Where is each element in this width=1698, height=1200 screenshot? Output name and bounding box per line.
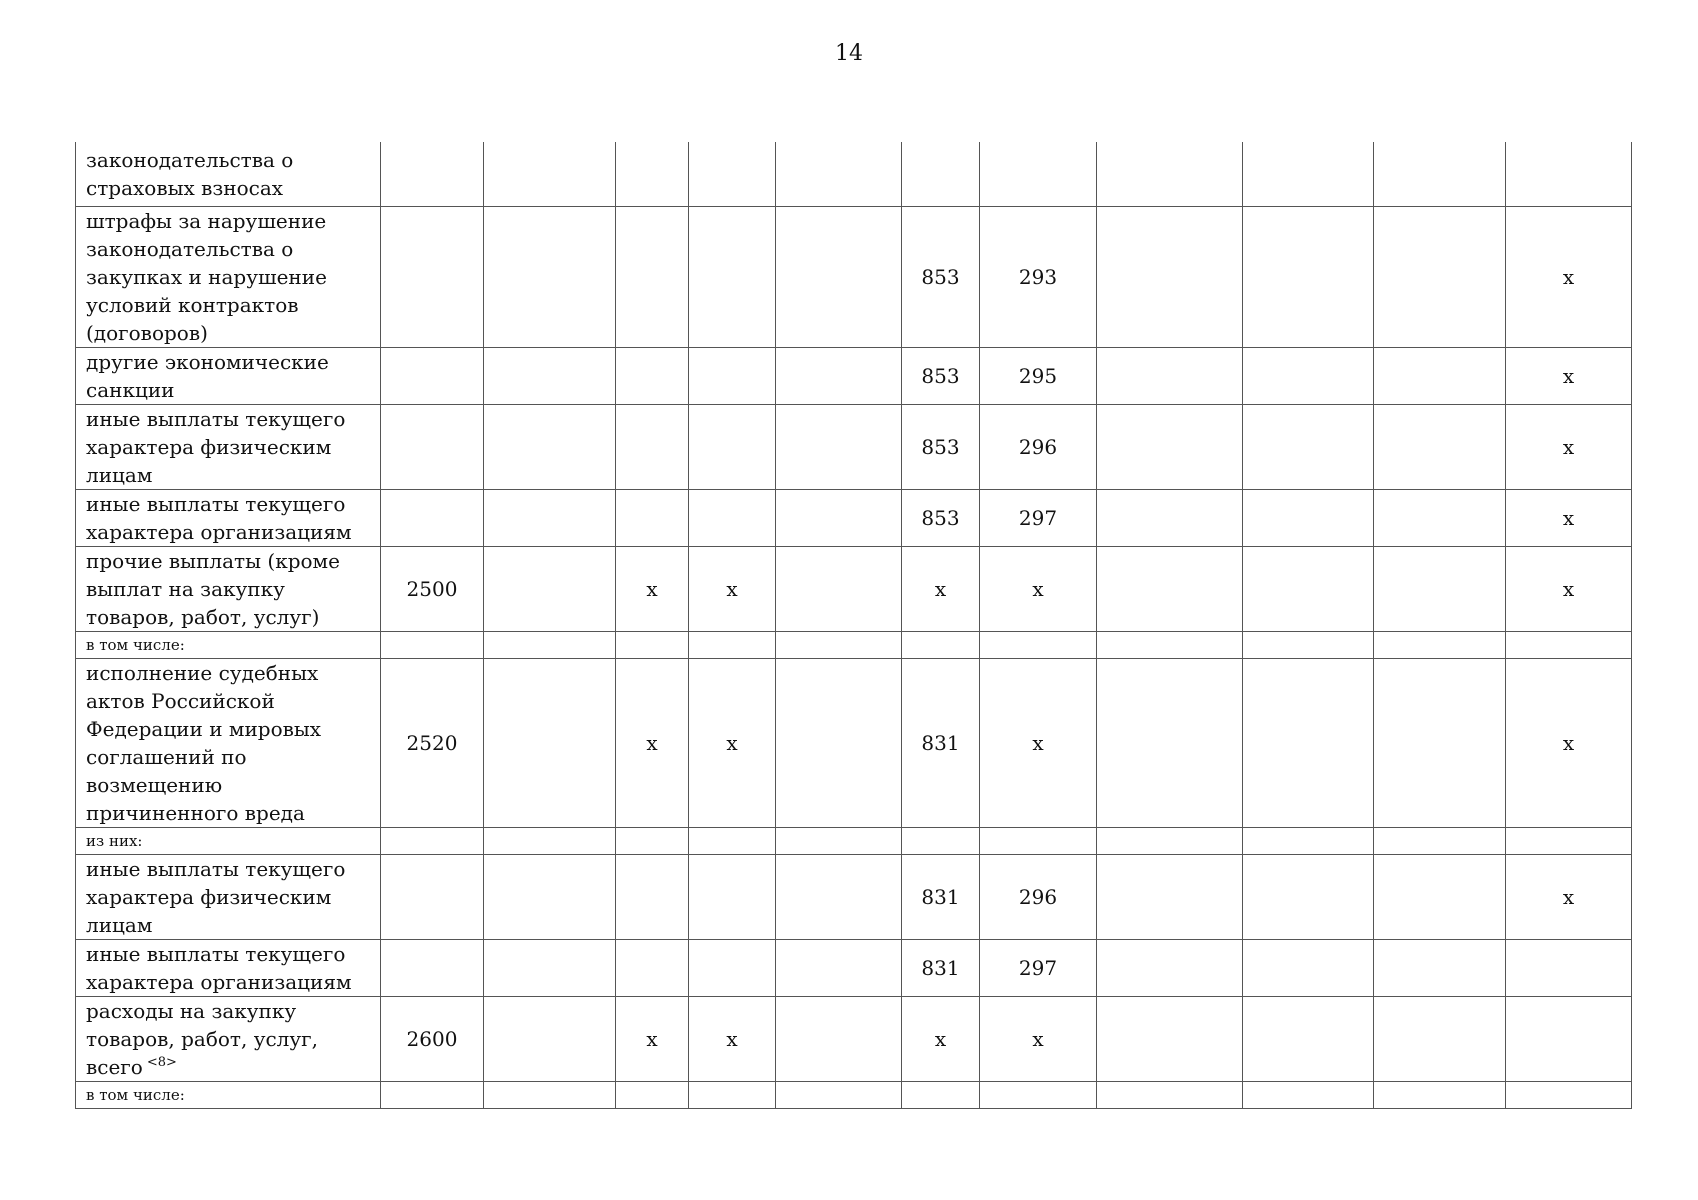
cell-col4: [616, 631, 689, 658]
cell-col8: 297: [980, 939, 1097, 996]
cell-col7: [902, 827, 980, 854]
footnote-ref: <8>: [146, 1054, 177, 1070]
cell-col7: [902, 1081, 980, 1108]
cell-col5: [689, 404, 776, 489]
cell-col4: х: [616, 658, 689, 827]
cell-col3: [484, 347, 616, 404]
row-code: [381, 206, 484, 347]
cell-col5: [689, 854, 776, 939]
cell-col9: [1097, 1081, 1243, 1108]
cell-col7: [902, 142, 980, 206]
cell-col12: [1506, 631, 1632, 658]
cell-col4: [616, 206, 689, 347]
cell-col11: [1374, 939, 1506, 996]
cell-col11: [1374, 347, 1506, 404]
table-row: [76, 347, 1632, 404]
row-code: 2600: [381, 996, 484, 1081]
cell-col5: х: [689, 546, 776, 631]
row-code: [381, 347, 484, 404]
cell-col5: х: [689, 658, 776, 827]
cell-col12: х: [1506, 206, 1632, 347]
cell-col9: [1097, 489, 1243, 546]
cell-col9: [1097, 546, 1243, 631]
cell-col10: [1243, 631, 1374, 658]
cell-col11: [1374, 206, 1506, 347]
cell-col8: [980, 631, 1097, 658]
cell-col6: [776, 489, 902, 546]
row-code: [381, 939, 484, 996]
cell-col12: [1506, 142, 1632, 206]
cell-col10: [1243, 658, 1374, 827]
cell-col3: [484, 142, 616, 206]
cell-col12: х: [1506, 404, 1632, 489]
cell-col9: [1097, 854, 1243, 939]
cell-col12: х: [1506, 489, 1632, 546]
cell-col9: [1097, 827, 1243, 854]
table-row: [76, 827, 1632, 854]
table-row: [76, 546, 1632, 631]
cell-col5: [689, 142, 776, 206]
table-row: [76, 404, 1632, 489]
cell-col5: [689, 347, 776, 404]
cell-col9: [1097, 631, 1243, 658]
cell-col5: х: [689, 996, 776, 1081]
cell-col7: 853: [902, 347, 980, 404]
cell-col8: [980, 827, 1097, 854]
cell-col10: [1243, 939, 1374, 996]
row-code: [381, 142, 484, 206]
cell-col7: 853: [902, 489, 980, 546]
cell-col3: [484, 658, 616, 827]
row-code: 2500: [381, 546, 484, 631]
cell-col3: [484, 631, 616, 658]
cell-col10: [1243, 404, 1374, 489]
table-row: [76, 996, 1632, 1081]
cell-col12: [1506, 996, 1632, 1081]
cell-col11: [1374, 489, 1506, 546]
cell-col8: 293: [980, 206, 1097, 347]
cell-col6: [776, 1081, 902, 1108]
row-label: прочие выплаты (кроме выплат на закупку товаров, работ, услуг): [76, 546, 381, 631]
cell-col9: [1097, 142, 1243, 206]
cell-col3: [484, 489, 616, 546]
table-row: [76, 206, 1632, 347]
row-label: штрафы за нарушение законодательства о закупках и нарушение условий контрактов (договоров): [76, 206, 381, 347]
cell-col10: [1243, 142, 1374, 206]
cell-col7: х: [902, 546, 980, 631]
row-code: [381, 404, 484, 489]
cell-col11: [1374, 404, 1506, 489]
cell-col8: [980, 1081, 1097, 1108]
cell-col3: [484, 827, 616, 854]
cell-col11: [1374, 631, 1506, 658]
row-code: [381, 854, 484, 939]
row-code: 2520: [381, 658, 484, 827]
cell-col10: [1243, 854, 1374, 939]
cell-col8: 296: [980, 854, 1097, 939]
table-row: [76, 939, 1632, 996]
cell-col3: [484, 939, 616, 996]
table-row: [76, 1081, 1632, 1108]
cell-col9: [1097, 347, 1243, 404]
row-label: другие экономические санкции: [76, 347, 381, 404]
cell-col6: [776, 827, 902, 854]
row-label: законодательства о страховых взносах: [76, 142, 381, 206]
cell-col6: [776, 142, 902, 206]
row-label: исполнение судебных актов Российской Федерации и мировых соглашений по возмещению причиненного вреда: [76, 658, 381, 827]
cell-col4: [616, 142, 689, 206]
cell-col5: [689, 1081, 776, 1108]
row-label: иные выплаты текущего характера физическим лицам: [76, 854, 381, 939]
cell-col7: 853: [902, 404, 980, 489]
row-label: иные выплаты текущего характера физическим лицам: [76, 404, 381, 489]
cell-col11: [1374, 546, 1506, 631]
cell-col6: [776, 404, 902, 489]
cell-col6: [776, 854, 902, 939]
cell-col3: [484, 206, 616, 347]
cell-col6: [776, 347, 902, 404]
cell-col12: [1506, 827, 1632, 854]
row-label: иные выплаты текущего характера организациям: [76, 489, 381, 546]
cell-col4: х: [616, 546, 689, 631]
cell-col3: [484, 996, 616, 1081]
cell-col8: х: [980, 658, 1097, 827]
cell-col11: [1374, 827, 1506, 854]
cell-col8: [980, 142, 1097, 206]
cell-col9: [1097, 939, 1243, 996]
table-row: [76, 854, 1632, 939]
row-code: [381, 489, 484, 546]
cell-col7: 831: [902, 854, 980, 939]
cell-col11: [1374, 658, 1506, 827]
cell-col9: [1097, 996, 1243, 1081]
cell-col7: 831: [902, 939, 980, 996]
cell-col10: [1243, 489, 1374, 546]
row-code: [381, 631, 484, 658]
cell-col12: [1506, 939, 1632, 996]
cell-col5: [689, 206, 776, 347]
cell-col3: [484, 404, 616, 489]
cell-col7: х: [902, 996, 980, 1081]
cell-col6: [776, 206, 902, 347]
cell-col3: [484, 854, 616, 939]
cell-col9: [1097, 206, 1243, 347]
cell-col8: х: [980, 546, 1097, 631]
cell-col4: [616, 939, 689, 996]
cell-col11: [1374, 142, 1506, 206]
table-row: [76, 631, 1632, 658]
cell-col8: 295: [980, 347, 1097, 404]
row-code: [381, 827, 484, 854]
cell-col9: [1097, 404, 1243, 489]
table-row: [76, 489, 1632, 546]
cell-col4: х: [616, 996, 689, 1081]
cell-col4: [616, 1081, 689, 1108]
cell-col12: [1506, 1081, 1632, 1108]
cell-col3: [484, 1081, 616, 1108]
cell-col12: х: [1506, 347, 1632, 404]
cell-col12: х: [1506, 854, 1632, 939]
cell-col10: [1243, 996, 1374, 1081]
cell-col5: [689, 489, 776, 546]
row-label-text: расходы на закупку товаров, работ, услуг, всего: [86, 998, 318, 1079]
cell-col6: [776, 658, 902, 827]
cell-col10: [1243, 546, 1374, 631]
cell-col11: [1374, 996, 1506, 1081]
page-number: 14: [835, 41, 863, 66]
cell-col8: х: [980, 996, 1097, 1081]
cell-col10: [1243, 827, 1374, 854]
cell-col4: [616, 489, 689, 546]
cell-col6: [776, 546, 902, 631]
cell-col10: [1243, 347, 1374, 404]
cell-col7: 831: [902, 658, 980, 827]
cell-col4: [616, 404, 689, 489]
table-row: [76, 658, 1632, 827]
cell-col5: [689, 631, 776, 658]
cell-col4: [616, 347, 689, 404]
cell-col4: [616, 854, 689, 939]
cell-col9: [1097, 658, 1243, 827]
cell-col3: [484, 546, 616, 631]
table-row: [76, 142, 1632, 206]
row-label: из них:: [76, 827, 381, 854]
cell-col12: х: [1506, 658, 1632, 827]
cell-col5: [689, 827, 776, 854]
row-code: [381, 1081, 484, 1108]
cell-col6: [776, 939, 902, 996]
row-label: в том числе:: [76, 1081, 381, 1108]
cell-col6: [776, 631, 902, 658]
cell-col8: 296: [980, 404, 1097, 489]
cell-col4: [616, 827, 689, 854]
cell-col10: [1243, 1081, 1374, 1108]
cell-col10: [1243, 206, 1374, 347]
row-label: в том числе:: [76, 631, 381, 658]
cell-col8: 297: [980, 489, 1097, 546]
row-label: иные выплаты текущего характера организациям: [76, 939, 381, 996]
row-label: [76, 996, 381, 1081]
cell-col7: 853: [902, 206, 980, 347]
cell-col12: х: [1506, 546, 1632, 631]
cell-col11: [1374, 1081, 1506, 1108]
cell-col11: [1374, 854, 1506, 939]
cell-col6: [776, 996, 902, 1081]
financial-plan-table: [75, 142, 1632, 1109]
cell-col5: [689, 939, 776, 996]
cell-col7: [902, 631, 980, 658]
